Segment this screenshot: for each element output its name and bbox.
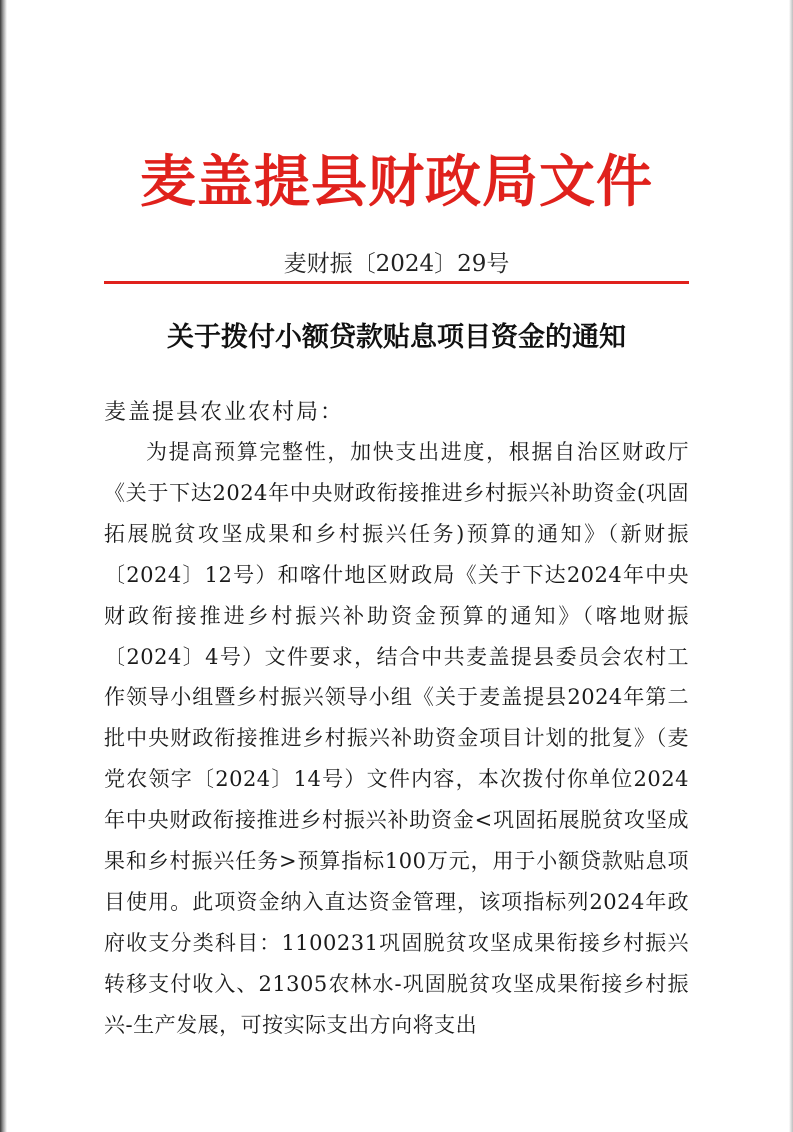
document-title: 关于拨付小额贷款贴息项目资金的通知: [167, 322, 626, 353]
body-paragraph: 为提高预算完整性，加快支出进度，根据自治区财政厅《关于下达2024年中央财政衔接推进乡村振兴补助资金(巩固拓展脱贫攻坚成果和乡村振兴任务)预算的通知》（新财振〔2024〕12号）和喀什地区财政局《关于下达2024年中央财政衔接推进乡村振兴补助资金预算的通知》（喀地财振〔2024〕4号）文件要求，结合中共麦盖提县委员会农村工作领导小组暨乡村振兴领导小组《关于麦盖提县2024年第二批中央财政衔接推进乡村振兴补助资金项目计划的批复》（麦党农领字〔2024〕14号）文件内容，本次拨付你单位2024年中央财政衔接推进乡村振兴补助资金<巩固拓展脱贫攻坚成果和乡村振兴任务>预算指标100万元，用于小额贷款贴息项目使用。此项资金纳入直达资金管理，该项指标列2024年政府收支分类科目：1100231巩固脱贫攻坚成果衔接乡村振兴转移支付收入、21305农林水-巩固脱贫攻坚成果衔接乡村振兴-生产发展，可按实际支出方向将支出: [104, 440, 689, 1037]
document-header: 麦盖提县财政局文件: [140, 150, 653, 215]
document-number: 麦财振〔2024〕29号: [283, 251, 510, 277]
addressee: 麦盖提县农业农村局：: [104, 400, 345, 425]
red-divider-line: [104, 281, 689, 284]
